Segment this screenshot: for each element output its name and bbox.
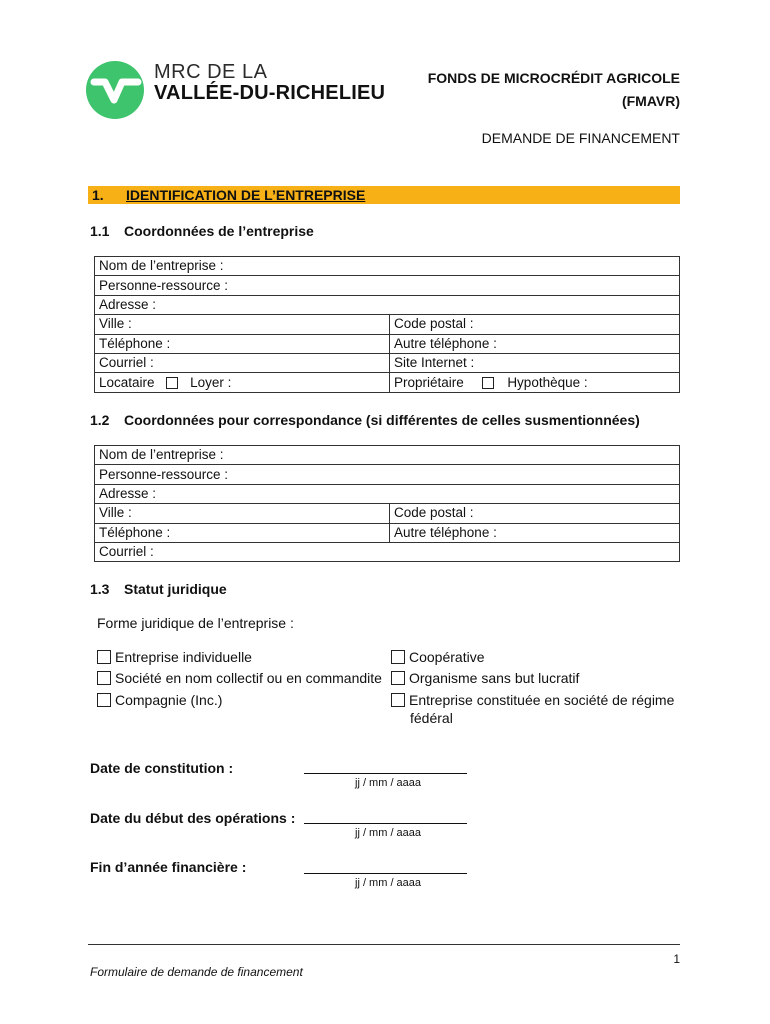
option-federal-corporation-continued: fédéral [410, 710, 453, 726]
owner-checkbox[interactable] [482, 377, 494, 389]
postal-code-field[interactable]: Code postal : [390, 315, 680, 334]
address-field[interactable]: Adresse : [95, 295, 680, 314]
correspondence-table [94, 445, 680, 562]
corr-company-name-field[interactable]: Nom de l’entreprise : [95, 446, 680, 465]
section-1-header [88, 186, 680, 204]
footer-text: Formulaire de demande de financement [90, 965, 303, 979]
option-label: Société en nom collectif ou en commandite [115, 670, 382, 686]
document-type: DEMANDE DE FINANCEMENT [481, 130, 680, 146]
city-field[interactable]: Ville : [95, 315, 390, 334]
corr-contact-person-field[interactable]: Personne-ressource : [95, 465, 680, 484]
corr-phone-field[interactable]: Téléphone : [95, 523, 390, 542]
mortgage-label: Hypothèque : [507, 374, 588, 390]
company-name-field[interactable]: Nom de l’entreprise : [95, 257, 680, 276]
corr-email-field[interactable]: Courriel : [95, 542, 680, 561]
option-checkbox[interactable] [391, 693, 405, 707]
option-label: Entreprise constituée en société de régime [409, 692, 675, 708]
corr-other-phone-field[interactable]: Autre téléphone : [390, 523, 680, 542]
email-field[interactable]: Courriel : [95, 353, 390, 372]
document-subtitle: (FMAVR) [621, 93, 680, 109]
tenant-checkbox[interactable] [166, 377, 178, 389]
rent-label: Loyer : [190, 374, 232, 390]
option-checkbox[interactable] [391, 671, 405, 685]
subsection-number: 1.3 [90, 581, 110, 597]
other-phone-field[interactable]: Autre téléphone : [390, 334, 680, 353]
operations-start-format: jj / mm / aaaa [355, 827, 422, 839]
fiscal-year-end-input[interactable] [304, 873, 467, 874]
subsection-1-2-heading [90, 412, 640, 428]
subsection-title: Statut juridique [124, 581, 227, 597]
subsection-title: Coordonnées pour correspondance (si différentes de celles susmentionnées) [124, 412, 640, 428]
subsection-title: Coordonnées de l’entreprise [124, 223, 314, 239]
option-partnership[interactable] [97, 669, 382, 687]
option-nonprofit[interactable] [391, 669, 579, 687]
option-label: Organisme sans but lucratif [409, 670, 580, 686]
footer-divider [88, 944, 680, 945]
operations-start-label: Date du début des opérations : [90, 810, 296, 826]
logo-text [154, 62, 385, 104]
corr-postal-code-field[interactable]: Code postal : [390, 504, 680, 523]
option-label: Compagnie (Inc.) [115, 692, 223, 708]
operations-start-input[interactable] [304, 823, 467, 824]
section-1-number: 1. [92, 187, 104, 203]
contact-person-field[interactable]: Personne-ressource : [95, 276, 680, 295]
section-1-title: IDENTIFICATION DE L’ENTREPRISE [126, 187, 366, 203]
corr-city-field[interactable]: Ville : [95, 504, 390, 523]
owner-label: Propriétaire [394, 374, 464, 390]
subsection-number: 1.2 [90, 412, 110, 428]
subsection-1-1-heading [90, 223, 314, 239]
corr-address-field[interactable]: Adresse : [95, 484, 680, 503]
phone-field[interactable]: Téléphone : [95, 334, 390, 353]
tenant-label: Locataire [99, 374, 155, 390]
option-checkbox[interactable] [391, 650, 405, 664]
fiscal-year-end-format: jj / mm / aaaa [355, 877, 422, 889]
constitution-date-label: Date de constitution : [90, 760, 234, 776]
option-checkbox[interactable] [97, 693, 111, 707]
subsection-1-3-heading [90, 581, 227, 597]
subsection-number: 1.1 [90, 223, 110, 239]
document-title: FONDS DE MICROCRÉDIT AGRICOLE [427, 70, 680, 86]
constitution-date-format: jj / mm / aaaa [355, 777, 422, 789]
website-field[interactable]: Site Internet : [390, 353, 680, 372]
owner-row [390, 373, 680, 392]
option-checkbox[interactable] [97, 671, 111, 685]
option-cooperative[interactable] [391, 648, 485, 666]
fiscal-year-end-label: Fin d’année financière : [90, 859, 247, 875]
tenant-row [95, 373, 390, 392]
option-federal-corporation[interactable] [391, 691, 674, 709]
option-sole-proprietorship[interactable] [97, 648, 252, 666]
logo-line-1: MRC DE LA [154, 61, 268, 83]
option-company-inc[interactable] [97, 691, 222, 709]
option-label: Coopérative [409, 649, 485, 665]
option-checkbox[interactable] [97, 650, 111, 664]
page-number: 1 [673, 952, 680, 966]
logo-line-2: VALLÉE-DU-RICHELIEU [154, 82, 386, 104]
legal-form-label: Forme juridique de l’entreprise : [97, 615, 294, 631]
option-label: Entreprise individuelle [115, 649, 252, 665]
company-info-table [94, 256, 680, 393]
constitution-date-input[interactable] [304, 773, 467, 774]
